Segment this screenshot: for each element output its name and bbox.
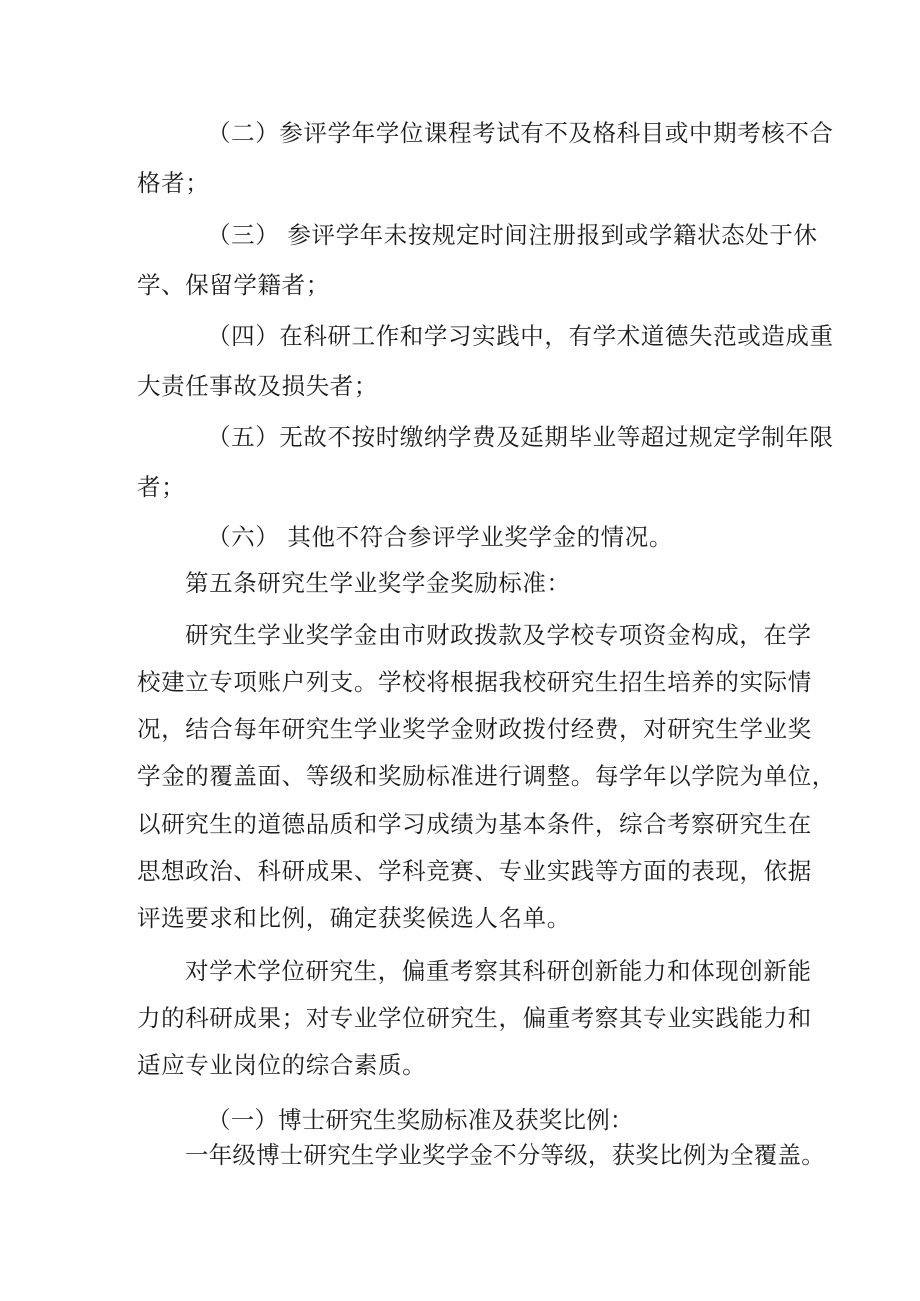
item-5-line-2: 者；	[137, 473, 186, 501]
item-2-line-2: 格者；	[137, 169, 210, 197]
item-6-line-1: （六） 其他不符合参评学业奖学金的情况。	[207, 523, 673, 551]
item-5-line-1: （五）无故不按时缴纳学费及延期毕业等超过规定学制年限	[207, 423, 834, 451]
paragraph-1-line-3: 况，结合每年研究生学业奖学金财政拨付经费，对研究生学业奖	[137, 715, 812, 743]
paragraph-1-line-4: 学金的覆盖面、等级和奖励标准进行调整。每学年以学院为单位，	[137, 762, 836, 790]
article-5-heading: 第五条研究生学业奖学金奖励标准：	[185, 569, 571, 597]
paragraph-2-line-1: 对学术学位研究生，偏重考察其科研创新能力和体现创新能	[185, 957, 812, 985]
paragraph-1-line-2: 校建立专项账户列支。学校将根据我校研究生招生培养的实际情	[137, 668, 812, 696]
paragraph-2-line-2: 力的科研成果；对专业学位研究生，偏重考察其专业实践能力和	[137, 1004, 812, 1032]
paragraph-1-line-5: 以研究生的道德品质和学习成绩为基本条件，综合考察研究生在	[137, 810, 812, 838]
paragraph-1-line-6: 思想政治、科研成果、学科竞赛、专业实践等方面的表现，依据	[137, 857, 812, 885]
paragraph-1-line-1: 研究生学业奖学金由市财政拨款及学校专项资金构成，在学	[185, 621, 812, 649]
item-4-line-1: （四）在科研工作和学习实践中，有学术道德失范或造成重	[207, 322, 834, 350]
item-3-line-1: （三） 参评学年未按规定时间注册报到或学籍状态处于休	[207, 221, 818, 249]
item-2-line-1: （二）参评学年学位课程考试有不及格科目或中期考核不合	[207, 119, 834, 147]
section-1-heading: （一）博士研究生奖励标准及获奖比例：	[207, 1106, 634, 1134]
paragraph-1-line-7: 评选要求和比例，确定获奖候选人名单。	[137, 904, 571, 932]
item-3-line-2: 学、保留学籍者；	[137, 271, 330, 299]
paragraph-2-line-3: 适应专业岗位的综合素质。	[137, 1051, 427, 1079]
section-1-text: 一年级博士研究生学业奖学金不分等级，获奖比例为全覆盖。	[185, 1141, 825, 1169]
item-4-line-2: 大责任事故及损失者；	[137, 372, 378, 400]
